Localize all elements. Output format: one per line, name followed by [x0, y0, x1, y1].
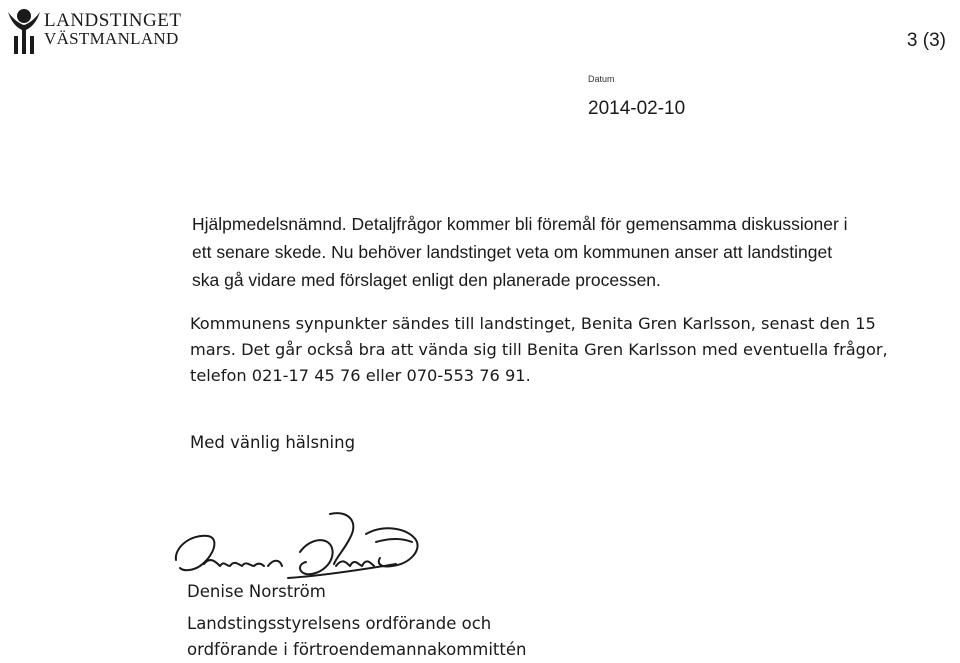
logo-line-1: LANDSTINGET [44, 10, 182, 31]
landstinget-emblem-icon [4, 6, 44, 56]
paragraph-line: Kommunens synpunkter sändes till landstinget, Benita Gren Karlsson, senast den 15 [190, 314, 876, 333]
signer-title-line-2: ordförande i förtroendemannakommittén [187, 640, 527, 659]
handwritten-signature [170, 508, 440, 590]
date-label: Datum [588, 74, 615, 84]
signer-title-line-1: Landstingsstyrelsens ordförande och [187, 614, 492, 633]
paragraph-line: telefon 021-17 45 76 eller 070-553 76 91. [190, 366, 531, 385]
paragraph-line: mars. Det går också bra att vända sig till Benita Gren Karlsson med eventuella frågor, [190, 340, 888, 359]
closing-greeting: Med vänlig hälsning [190, 433, 356, 452]
page-number: 3 (3) [906, 30, 946, 51]
logo-line-2: VÄSTMANLAND [44, 29, 179, 48]
signer-title [187, 611, 526, 663]
signer-name: Denise Norström [187, 582, 326, 601]
body-paragraph-1 [192, 210, 952, 294]
paragraph-line: ett senare skede. Nu behöver landstinget veta om kommunen anser att landstinget [192, 242, 833, 262]
logo-text [44, 12, 181, 48]
body-paragraph-2 [190, 311, 960, 389]
paragraph-line: Hjälpmedelsnämnd. Detaljfrågor kommer bli föremål för gemensamma diskussioner i [192, 214, 848, 234]
date-value: 2014-02-10 [588, 98, 686, 119]
paragraph-line: ska gå vidare med förslaget enligt den planerade processen. [192, 270, 661, 290]
organization-logo [4, 6, 204, 58]
